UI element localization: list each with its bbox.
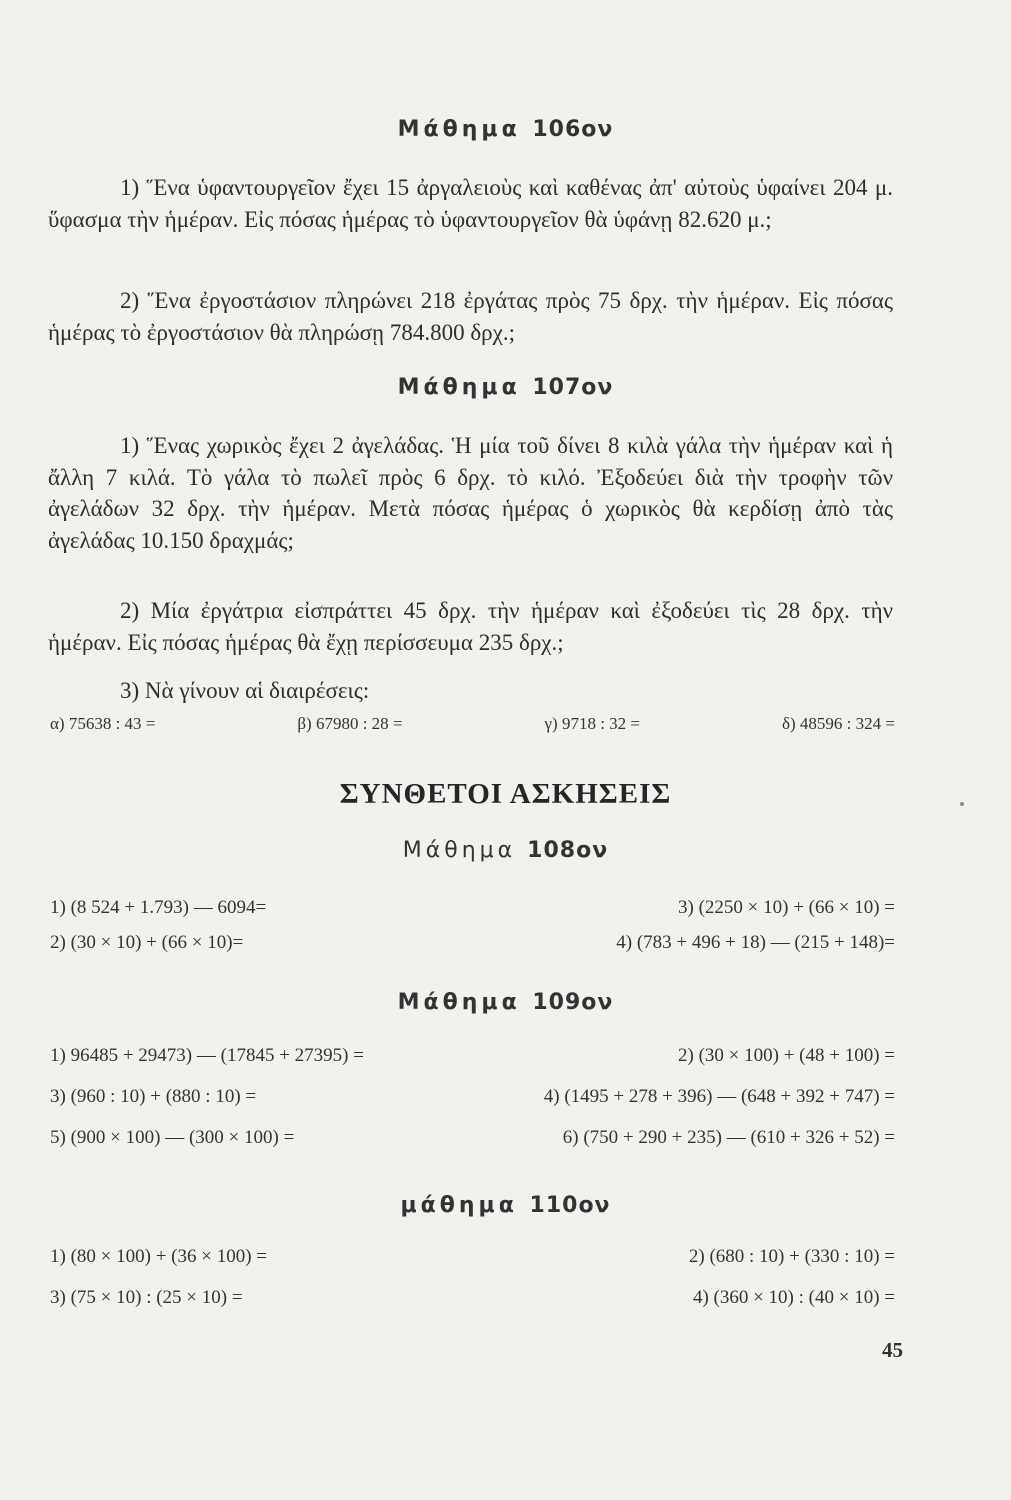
exercise-110-row-2 bbox=[50, 1287, 895, 1309]
lesson-106-heading bbox=[0, 117, 1011, 142]
exercise-109-2: 2) (30 × 100) + (48 + 100) = bbox=[678, 1045, 895, 1066]
exercise-108-row-2 bbox=[50, 932, 895, 954]
division-a: α) 75638 : 43 = bbox=[50, 714, 156, 733]
exercise-109-3: 3) (960 : 10) + (880 : 10) = bbox=[50, 1086, 257, 1107]
lesson-word: Μάθημα bbox=[397, 375, 521, 400]
exercise-110-row-1 bbox=[50, 1246, 895, 1268]
divisions-row bbox=[50, 714, 895, 734]
exercise-110-3: 3) (75 × 10) : (25 × 10) = bbox=[50, 1287, 243, 1308]
division-b: β) 67980 : 28 = bbox=[297, 714, 403, 733]
exercise-109-row-3 bbox=[50, 1127, 895, 1149]
problem-107-2: 2) Μία ἐργάτρια εἰσπράττει 45 δρχ. τὴν ἡμέραν καὶ ἐξοδεύει τὶς 28 δρχ. τὴν ἡμέραν. Εἰς πόσας ἡμέρας θὰ ἔχῃ περίσσευμα 235 δρχ.; bbox=[48, 598, 893, 655]
problem-107-1: 1) Ἕνας χωρικὸς ἔχει 2 ἀγελάδας. Ἡ μία τοῦ δίνει 8 κιλὰ γάλα τὴν ἡμέραν καὶ ἡ ἄλλη 7 κιλά. Τὸ γάλα τὸ πωλεῖ πρὸς 6 δρχ. τὸ κιλό. Ἐξοδεύει διὰ τὴν τροφὴν τῶν ἀγελάδων 32 δρχ. τὴν ἡμέραν. Μετὰ πόσας ἡμέρας ὁ χωρικὸς θὰ κερδίσῃ ἀπὸ τὰς ἀγελάδας 10.150 δραχμάς; bbox=[48, 433, 893, 553]
exercise-109-6: 6) (750 + 290 + 235) — (610 + 326 + 52) = bbox=[562, 1127, 895, 1148]
lesson-110-heading bbox=[0, 1193, 1011, 1218]
exercise-109-row-1 bbox=[50, 1045, 895, 1067]
lesson-107-heading bbox=[0, 375, 1011, 400]
exercise-108-row-1 bbox=[50, 897, 895, 919]
section-title: ΣΥΝΘΕΤΟΙ ΑΣΚΗΣΕΙΣ bbox=[339, 778, 672, 810]
problem-107-3: 3) Νὰ γίνουν αἱ διαιρέσεις: bbox=[120, 678, 370, 703]
lesson-number: 106ον bbox=[532, 117, 614, 142]
lesson-word: Μάθημα bbox=[397, 990, 521, 1015]
lesson-word: Μάθημα bbox=[402, 838, 517, 863]
ink-speck bbox=[960, 802, 964, 806]
lesson-word: Μάθημα bbox=[397, 117, 521, 142]
division-d: δ) 48596 : 324 = bbox=[782, 714, 895, 733]
lesson-109-heading bbox=[0, 990, 1011, 1015]
lesson-word: μάθημα bbox=[400, 1193, 518, 1218]
division-c: γ) 9718 : 32 = bbox=[544, 714, 640, 733]
problem-106-1: 1) Ἕνα ὑφαντουργεῖον ἔχει 15 ἀργαλειοὺς καὶ καθένας ἀπ' αὐτοὺς ὑφαίνει 204 μ. ὕφασμα τὴν ἡμέραν. Εἰς πόσας ἡμέρας τὸ ὑφαντουργεῖον θὰ ὑφάνῃ 82.620 μ.; bbox=[48, 175, 893, 232]
exercise-108-1: 1) (8 524 + 1.793) — 6094= bbox=[50, 897, 267, 918]
exercise-110-4: 4) (360 × 10) : (40 × 10) = bbox=[692, 1287, 895, 1308]
exercise-108-4: 4) (783 + 496 + 18) — (215 + 148)= bbox=[616, 932, 895, 953]
lesson-number: 108ον bbox=[527, 838, 609, 863]
lesson-number: 107ον bbox=[532, 375, 614, 400]
lesson-number: 109ον bbox=[532, 990, 614, 1015]
exercise-109-5: 5) (900 × 100) — (300 × 100) = bbox=[50, 1127, 295, 1148]
problem-106-2: 2) Ἕνα ἐργοστάσιον πληρώνει 218 ἐργάτας πρὸς 75 δρχ. τὴν ἡμέραν. Εἰς πόσας ἡμέρας τὸ ἐργοστάσιον θὰ πληρώσῃ 784.800 δρχ.; bbox=[48, 288, 893, 345]
exercise-109-row-2 bbox=[50, 1086, 895, 1108]
page-number: 45 bbox=[882, 1338, 903, 1362]
exercise-108-2: 2) (30 × 10) + (66 × 10)= bbox=[50, 932, 244, 953]
exercise-109-4: 4) (1495 + 278 + 396) — (648 + 392 + 747) = bbox=[543, 1086, 895, 1107]
exercise-110-2: 2) (680 : 10) + (330 : 10) = bbox=[688, 1246, 895, 1267]
exercise-108-3: 3) (2250 × 10) + (66 × 10) = bbox=[678, 897, 895, 918]
lesson-number: 110ον bbox=[529, 1193, 611, 1218]
exercise-109-1: 1) 96485 + 29473) — (17845 + 27395) = bbox=[50, 1045, 364, 1066]
exercise-110-1: 1) (80 × 100) + (36 × 100) = bbox=[50, 1246, 267, 1267]
lesson-108-heading bbox=[0, 838, 1011, 863]
